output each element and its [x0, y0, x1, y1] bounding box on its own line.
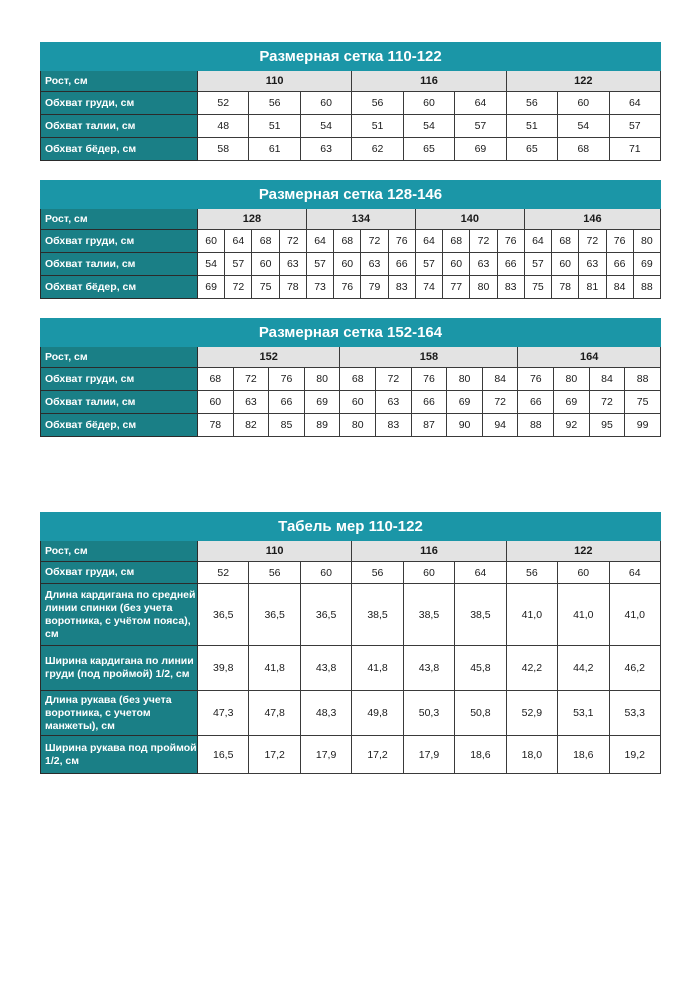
table-cell: 56: [506, 92, 557, 115]
table-cell: 17,2: [352, 736, 403, 774]
table-cell: 36,5: [198, 584, 249, 646]
table-row: [41, 368, 661, 391]
row-label: Обхват бёдер, см: [41, 414, 198, 437]
table-cell: 75: [524, 276, 551, 299]
table-cell: 38,5: [455, 584, 506, 646]
table-cell: 63: [376, 391, 412, 414]
table-cell: 82: [233, 414, 269, 437]
table-cell: 52: [198, 562, 249, 584]
table-cell: 69: [447, 391, 483, 414]
table-cell: 83: [376, 414, 412, 437]
table-cell: 41,8: [352, 646, 403, 691]
table-cell: 36,5: [249, 584, 300, 646]
table-row: [41, 562, 661, 584]
table-cell: 89: [304, 414, 340, 437]
table-cell: 41,8: [249, 646, 300, 691]
table-cell: 47,3: [198, 691, 249, 736]
measurements-table-110-122: [40, 512, 661, 774]
group-header: 134: [306, 209, 415, 230]
table-cell: 72: [225, 276, 252, 299]
table-cell: 56: [506, 562, 557, 584]
table-cell: 56: [249, 92, 300, 115]
table-cell: 60: [403, 562, 454, 584]
table-cell: 80: [633, 230, 660, 253]
row-label: Длина кардигана по средней линии спинки (без учета воротника, с учётом пояса), см: [41, 584, 198, 646]
table-cell: 38,5: [403, 584, 454, 646]
table-cell: 66: [497, 253, 524, 276]
table-cell: 92: [554, 414, 590, 437]
table-cell: 83: [497, 276, 524, 299]
table-cell: 80: [340, 414, 376, 437]
row-label: Обхват груди, см: [41, 230, 198, 253]
table-cell: 57: [524, 253, 551, 276]
table-cell: 63: [279, 253, 306, 276]
table-cell: 60: [558, 562, 609, 584]
table-cell: 52,9: [506, 691, 557, 736]
table-cell: 77: [443, 276, 470, 299]
table-title: Размерная сетка 110-122: [41, 43, 661, 71]
group-header: 146: [524, 209, 660, 230]
table-row: [41, 584, 661, 646]
table-cell: 72: [279, 230, 306, 253]
table-row: [41, 115, 661, 138]
table-cell: 72: [361, 230, 388, 253]
table-cell: 60: [443, 253, 470, 276]
table-cell: 16,5: [198, 736, 249, 774]
table-cell: 48: [198, 115, 249, 138]
table-cell: 76: [269, 368, 305, 391]
table-cell: 57: [306, 253, 333, 276]
table-cell: 42,2: [506, 646, 557, 691]
group-header: 122: [506, 541, 660, 562]
table-cell: 75: [252, 276, 279, 299]
table-title: Табель мер 110-122: [41, 513, 661, 541]
table-cell: 48,3: [300, 691, 351, 736]
table-cell: 76: [411, 368, 447, 391]
table-cell: 71: [609, 138, 661, 161]
row-label-height: Рост, см: [41, 347, 198, 368]
table-cell: 53,1: [558, 691, 609, 736]
table-cell: 60: [403, 92, 454, 115]
table-cell: 17,9: [403, 736, 454, 774]
group-header: 164: [518, 347, 661, 368]
table-cell: 76: [497, 230, 524, 253]
table-cell: 90: [447, 414, 483, 437]
table-cell: 43,8: [403, 646, 454, 691]
table-title: Размерная сетка 152-164: [41, 319, 661, 347]
table-cell: 36,5: [300, 584, 351, 646]
row-label: Ширина рукава под проймой 1/2, см: [41, 736, 198, 774]
row-label-height: Рост, см: [41, 209, 198, 230]
table-cell: 60: [340, 391, 376, 414]
table-cell: 53,3: [609, 691, 660, 736]
table-cell: 64: [415, 230, 442, 253]
table-cell: 84: [606, 276, 633, 299]
table-row: [41, 92, 661, 115]
table-cell: 78: [279, 276, 306, 299]
table-cell: 88: [633, 276, 660, 299]
table-cell: 56: [249, 562, 300, 584]
table-cell: 75: [625, 391, 661, 414]
table-cell: 85: [269, 414, 305, 437]
table-cell: 80: [304, 368, 340, 391]
table-cell: 68: [558, 138, 609, 161]
size-table-128-146: [40, 180, 661, 299]
table-cell: 57: [609, 115, 661, 138]
table-cell: 81: [579, 276, 606, 299]
table-cell: 57: [225, 253, 252, 276]
row-label: Обхват бёдер, см: [41, 276, 198, 299]
group-header: 110: [198, 71, 352, 92]
table-row: [41, 736, 661, 774]
table-cell: 66: [388, 253, 415, 276]
table-row: [41, 276, 661, 299]
table-cell: 69: [633, 253, 660, 276]
table-cell: 38,5: [352, 584, 403, 646]
table-cell: 17,2: [249, 736, 300, 774]
row-label: Обхват бёдер, см: [41, 138, 198, 161]
table-cell: 60: [252, 253, 279, 276]
table-cell: 17,9: [300, 736, 351, 774]
table-cell: 72: [376, 368, 412, 391]
table-cell: 68: [340, 368, 376, 391]
table-cell: 18,6: [455, 736, 506, 774]
table-cell: 45,8: [455, 646, 506, 691]
group-header: 116: [352, 541, 506, 562]
table-cell: 76: [606, 230, 633, 253]
table-cell: 76: [388, 230, 415, 253]
table-cell: 41,0: [506, 584, 557, 646]
table-cell: 51: [506, 115, 557, 138]
table-cell: 50,8: [455, 691, 506, 736]
table-cell: 52: [198, 92, 249, 115]
table-cell: 72: [589, 391, 625, 414]
table-row: [41, 691, 661, 736]
table-cell: 72: [233, 368, 269, 391]
table-cell: 66: [518, 391, 554, 414]
table-cell: 61: [249, 138, 300, 161]
table-cell: 76: [518, 368, 554, 391]
table-cell: 65: [506, 138, 557, 161]
row-label: Длина рукава (без учета воротника, с учетом манжеты), см: [41, 691, 198, 736]
table-cell: 64: [455, 92, 506, 115]
table-row: [41, 138, 661, 161]
table-cell: 64: [609, 562, 660, 584]
table-cell: 60: [198, 230, 225, 253]
group-header: 158: [340, 347, 518, 368]
table-cell: 50,3: [403, 691, 454, 736]
size-table-152-164: [40, 318, 661, 437]
table-cell: 69: [554, 391, 590, 414]
table-cell: 80: [470, 276, 497, 299]
group-header: 128: [198, 209, 307, 230]
table-cell: 49,8: [352, 691, 403, 736]
table-cell: 51: [352, 115, 403, 138]
row-label: Ширина кардигана по линии груди (под проймой) 1/2, см: [41, 646, 198, 691]
table-row: [41, 253, 661, 276]
table-cell: 76: [334, 276, 361, 299]
group-header: 152: [198, 347, 340, 368]
table-cell: 18,0: [506, 736, 557, 774]
table-cell: 66: [606, 253, 633, 276]
table-cell: 84: [482, 368, 518, 391]
table-cell: 88: [518, 414, 554, 437]
row-label-height: Рост, см: [41, 541, 198, 562]
group-header: 110: [198, 541, 352, 562]
table-cell: 47,8: [249, 691, 300, 736]
table-cell: 68: [334, 230, 361, 253]
table-cell: 74: [415, 276, 442, 299]
row-label: Обхват талии, см: [41, 115, 198, 138]
table-row: [41, 414, 661, 437]
table-cell: 63: [579, 253, 606, 276]
table-cell: 60: [300, 92, 351, 115]
table-cell: 66: [269, 391, 305, 414]
table-cell: 88: [625, 368, 661, 391]
table-row: [41, 646, 661, 691]
group-header: 122: [506, 71, 660, 92]
table-cell: 72: [470, 230, 497, 253]
table-cell: 56: [352, 92, 403, 115]
group-header: 140: [415, 209, 524, 230]
row-label: Обхват груди, см: [41, 562, 198, 584]
table-cell: 72: [482, 391, 518, 414]
table-cell: 60: [300, 562, 351, 584]
table-cell: 57: [455, 115, 506, 138]
table-cell: 68: [198, 368, 234, 391]
table-cell: 68: [252, 230, 279, 253]
row-label: Обхват талии, см: [41, 391, 198, 414]
table-cell: 54: [558, 115, 609, 138]
table-cell: 65: [403, 138, 454, 161]
table-cell: 68: [443, 230, 470, 253]
table-cell: 41,0: [609, 584, 660, 646]
table-cell: 87: [411, 414, 447, 437]
table-cell: 80: [554, 368, 590, 391]
size-table-110-122: [40, 42, 661, 161]
table-title: Размерная сетка 128-146: [41, 181, 661, 209]
table-cell: 51: [249, 115, 300, 138]
row-label: Обхват груди, см: [41, 92, 198, 115]
table-cell: 69: [198, 276, 225, 299]
table-cell: 64: [455, 562, 506, 584]
table-cell: 41,0: [558, 584, 609, 646]
table-cell: 64: [609, 92, 661, 115]
table-cell: 60: [552, 253, 579, 276]
table-cell: 60: [198, 391, 234, 414]
table-cell: 39,8: [198, 646, 249, 691]
table-cell: 46,2: [609, 646, 660, 691]
row-label-height: Рост, см: [41, 71, 198, 92]
table-cell: 69: [455, 138, 506, 161]
table-cell: 63: [361, 253, 388, 276]
table-cell: 80: [447, 368, 483, 391]
table-cell: 60: [334, 253, 361, 276]
table-cell: 18,6: [558, 736, 609, 774]
table-cell: 99: [625, 414, 661, 437]
row-label: Обхват груди, см: [41, 368, 198, 391]
table-cell: 95: [589, 414, 625, 437]
table-cell: 72: [579, 230, 606, 253]
table-cell: 63: [233, 391, 269, 414]
table-cell: 64: [524, 230, 551, 253]
table-cell: 79: [361, 276, 388, 299]
table-cell: 66: [411, 391, 447, 414]
table-cell: 19,2: [609, 736, 660, 774]
table-cell: 63: [300, 138, 351, 161]
table-cell: 84: [589, 368, 625, 391]
table-cell: 57: [415, 253, 442, 276]
table-row: [41, 391, 661, 414]
table-cell: 64: [225, 230, 252, 253]
table-cell: 68: [552, 230, 579, 253]
table-cell: 83: [388, 276, 415, 299]
table-cell: 54: [300, 115, 351, 138]
table-cell: 78: [552, 276, 579, 299]
table-cell: 64: [306, 230, 333, 253]
table-cell: 94: [482, 414, 518, 437]
table-cell: 62: [352, 138, 403, 161]
row-label: Обхват талии, см: [41, 253, 198, 276]
table-cell: 44,2: [558, 646, 609, 691]
table-row: [41, 230, 661, 253]
table-cell: 78: [198, 414, 234, 437]
table-cell: 73: [306, 276, 333, 299]
table-cell: 58: [198, 138, 249, 161]
table-cell: 43,8: [300, 646, 351, 691]
table-cell: 54: [403, 115, 454, 138]
table-cell: 54: [198, 253, 225, 276]
table-cell: 56: [352, 562, 403, 584]
table-cell: 69: [304, 391, 340, 414]
table-cell: 60: [558, 92, 609, 115]
table-cell: 63: [470, 253, 497, 276]
group-header: 116: [352, 71, 506, 92]
